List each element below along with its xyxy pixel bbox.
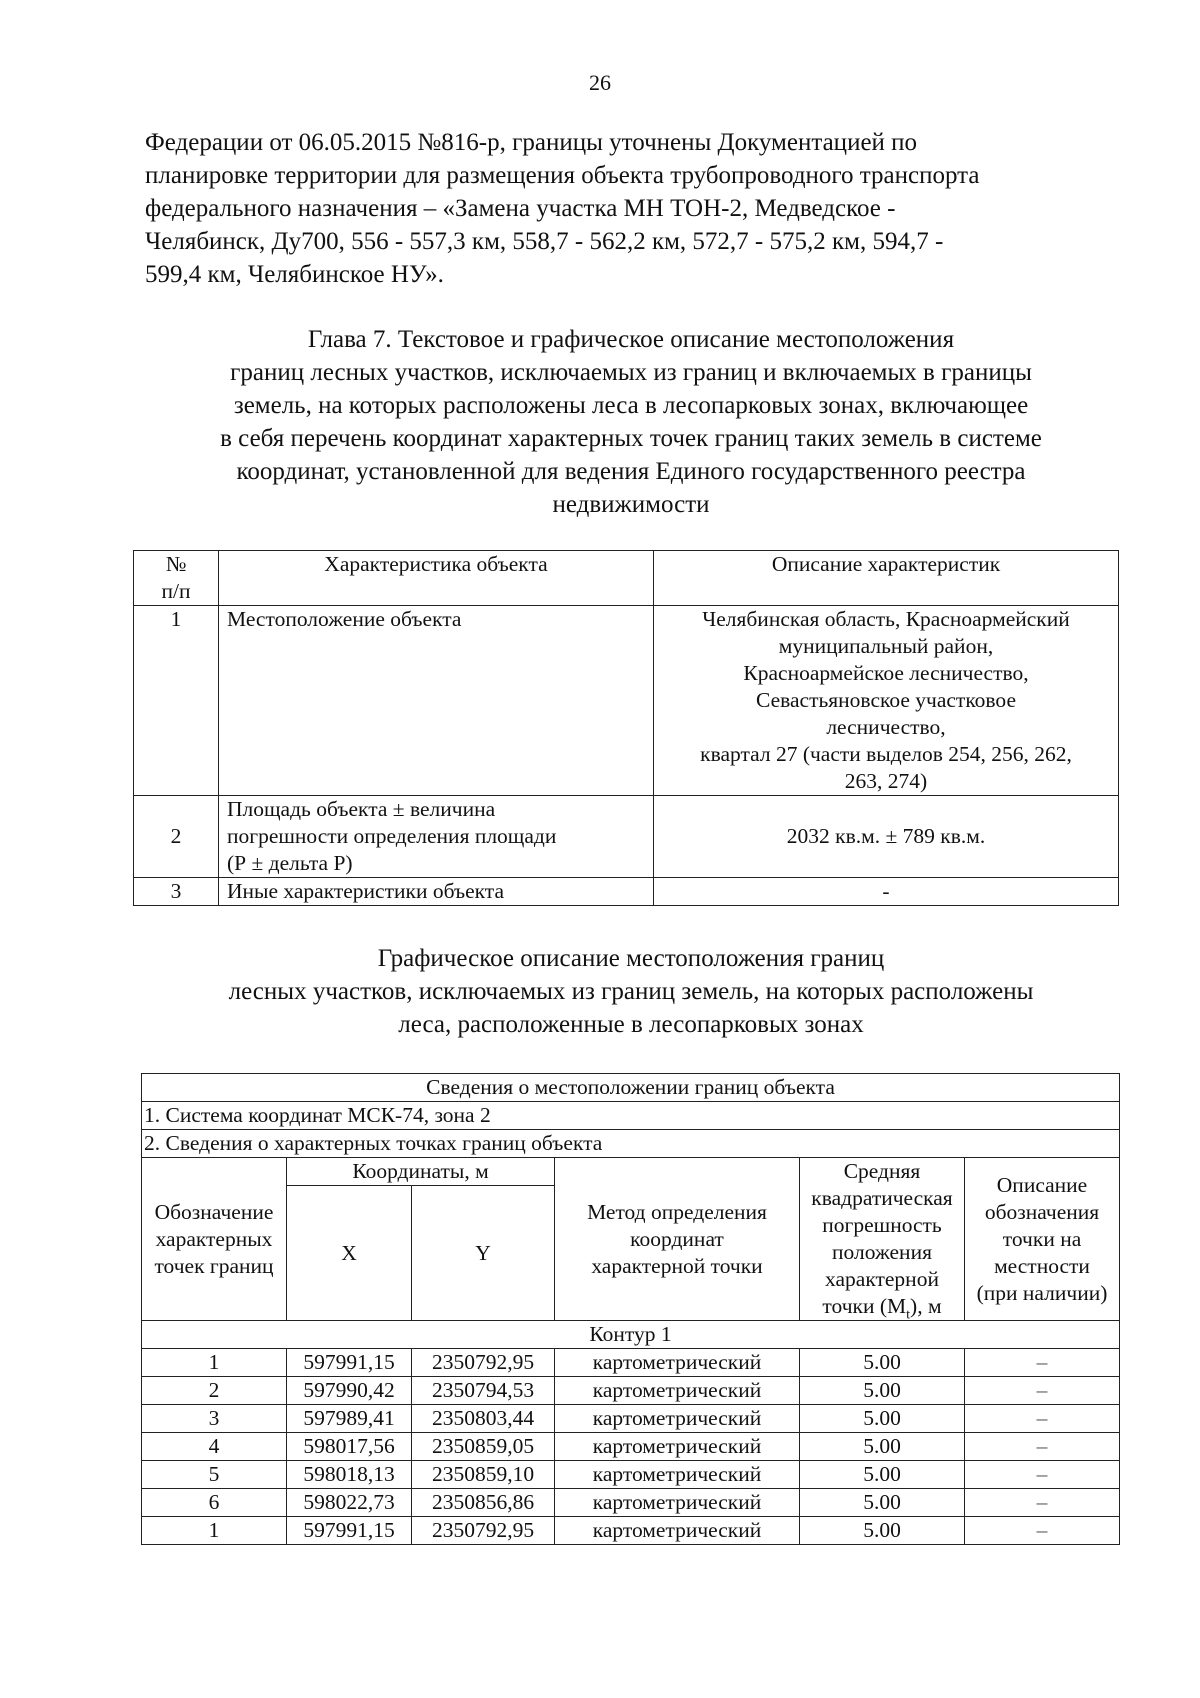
y-cell: 2350792,95	[412, 1349, 555, 1377]
contour-row	[142, 1321, 1120, 1349]
point-cell: 1	[142, 1349, 287, 1377]
error-cell: 5.00	[800, 1349, 965, 1377]
method-cell: картометрический	[555, 1405, 800, 1433]
table-title: Сведения о местоположении границ объекта	[142, 1074, 1120, 1102]
description-cell: –	[965, 1517, 1120, 1545]
header-line: (при наличии)	[976, 1280, 1108, 1305]
coordinates-table	[141, 1073, 1120, 1545]
coordinate-rows	[142, 1349, 1120, 1545]
header-line-part: ), м	[910, 1294, 942, 1318]
header-method	[555, 1158, 800, 1321]
table-header-row	[142, 1158, 1120, 1186]
point-cell: 5	[142, 1461, 287, 1489]
header-location	[965, 1158, 1120, 1321]
header-line: положения	[832, 1240, 932, 1264]
header-y: Y	[412, 1186, 555, 1321]
method-cell: картометрический	[555, 1517, 800, 1545]
y-cell: 2350856,86	[412, 1489, 555, 1517]
graphic-heading-line: леса, расположенные в лесопарковых зонах	[398, 1011, 864, 1038]
header-num-line: п/п	[161, 579, 191, 603]
x-cell: 598022,73	[287, 1489, 412, 1517]
intro-line: 599,4 км, Челябинское НУ».	[145, 261, 444, 288]
points-heading: 2. Сведения о характерных точках границ объекта	[142, 1130, 1120, 1158]
header-coordinates: Координаты, м	[287, 1158, 555, 1186]
chapter-heading-line: в себя перечень координат характерных точек границ таких земель в системе	[220, 425, 1042, 452]
header-line: характерной точки	[591, 1253, 763, 1278]
characteristic-line: (Р ± дельта Р)	[227, 851, 353, 875]
table-row	[142, 1349, 1120, 1377]
header-line-part: точки (M	[822, 1294, 907, 1318]
table-title-row	[142, 1074, 1120, 1102]
error-cell: 5.00	[800, 1517, 965, 1545]
method-cell: картометрический	[555, 1489, 800, 1517]
header-line: точек границ	[154, 1253, 274, 1278]
characteristic-line: Площадь объекта ± величина	[227, 797, 496, 821]
row-characteristic: Местоположение объекта	[219, 606, 654, 796]
graphic-heading	[145, 942, 1117, 1041]
description-line: Севастьяновское участковое	[755, 688, 1016, 712]
error-cell: 5.00	[800, 1433, 965, 1461]
header-line: точки на	[1002, 1226, 1082, 1251]
row-num: 2	[134, 796, 219, 878]
x-cell: 598018,13	[287, 1461, 412, 1489]
x-cell: 597991,15	[287, 1349, 412, 1377]
header-designation	[142, 1158, 287, 1321]
characteristic-line: погрешности определения площади	[227, 824, 557, 848]
header-line	[800, 1293, 964, 1323]
table-row	[142, 1405, 1120, 1433]
table-row	[134, 796, 1119, 878]
chapter-heading-line: земель, на которых расположены леса в лесопарковых зонах, включающее	[233, 392, 1029, 419]
header-line: координат	[630, 1226, 724, 1251]
error-cell: 5.00	[800, 1405, 965, 1433]
header-line: Метод определения	[587, 1199, 767, 1224]
description-cell: –	[965, 1433, 1120, 1461]
header-line: Обозначение	[154, 1199, 274, 1224]
row-description: -	[654, 878, 1119, 906]
header-subscript: t	[906, 1307, 911, 1323]
table-header-row	[134, 551, 1119, 606]
row-characteristic: Иные характеристики объекта	[219, 878, 654, 906]
intro-line: планировке территории для размещения объекта трубопроводного транспорта	[145, 162, 980, 189]
y-cell: 2350803,44	[412, 1405, 555, 1433]
point-cell: 4	[142, 1433, 287, 1461]
header-x: X	[287, 1186, 412, 1321]
table-row	[134, 606, 1119, 796]
header-line: обозначения	[984, 1199, 1100, 1224]
description-cell: –	[965, 1349, 1120, 1377]
table-row	[142, 1489, 1120, 1517]
description-line: муниципальный район,	[778, 634, 994, 658]
y-cell: 2350792,95	[412, 1517, 555, 1545]
header-line: характерных	[155, 1226, 273, 1251]
method-cell: картометрический	[555, 1377, 800, 1405]
description-line: квартал 27 (части выделов 254, 256, 262,	[700, 742, 1072, 766]
chapter-heading	[145, 323, 1117, 521]
description-line: лесничество,	[826, 715, 946, 739]
table-row	[142, 1517, 1120, 1545]
header-line: Описание	[996, 1172, 1088, 1197]
x-cell: 597991,15	[287, 1517, 412, 1545]
header-line: погрешность	[822, 1213, 942, 1237]
intro-line: федерального назначения – «Замена участка МН ТОН-2, Медведское -	[145, 195, 896, 222]
header-characteristic: Характеристика объекта	[219, 551, 654, 606]
error-cell: 5.00	[800, 1461, 965, 1489]
header-description: Описание характеристик	[654, 551, 1119, 606]
intro-line: Челябинск, Ду700, 556 - 557,3 км, 558,7 - 562,2 км, 572,7 - 575,2 км, 594,7 -	[145, 228, 944, 255]
point-cell: 3	[142, 1405, 287, 1433]
row-description	[654, 606, 1119, 796]
header-line: Средняя	[843, 1159, 921, 1183]
point-cell: 2	[142, 1377, 287, 1405]
description-cell: –	[965, 1405, 1120, 1433]
chapter-heading-line: Глава 7. Текстовое и графическое описание местоположения	[307, 326, 955, 353]
x-cell: 597989,41	[287, 1405, 412, 1433]
description-cell: –	[965, 1377, 1120, 1405]
row-num: 3	[134, 878, 219, 906]
row-num: 1	[134, 606, 219, 796]
chapter-heading-line: недвижимости	[552, 491, 710, 518]
error-cell: 5.00	[800, 1489, 965, 1517]
table-row	[142, 1377, 1120, 1405]
contour-label: Контур 1	[142, 1321, 1120, 1349]
description-line: Челябинская область, Красноармейский	[702, 607, 1070, 631]
row-description: 2032 кв.м. ± 789 кв.м.	[654, 796, 1119, 878]
intro-line: Федерации от 06.05.2015 №816-р, границы уточнены Документацией по	[145, 129, 918, 156]
header-line: характерной	[825, 1267, 939, 1291]
graphic-heading-line: лесных участков, исключаемых из границ земель, на которых расположены	[228, 978, 1034, 1005]
x-cell: 597990,42	[287, 1377, 412, 1405]
header-num	[134, 551, 219, 606]
chapter-heading-line: координат, установленной для ведения Единого государственного реестра	[236, 458, 1026, 485]
description-line: 263, 274)	[844, 769, 928, 793]
row-characteristic	[219, 796, 654, 878]
header-error	[800, 1158, 965, 1321]
description-line: Красноармейское лесничество,	[743, 661, 1029, 685]
coordinate-system: 1. Система координат МСК-74, зона 2	[142, 1102, 1120, 1130]
header-line: местности	[994, 1253, 1090, 1278]
points-heading-row	[142, 1130, 1120, 1158]
y-cell: 2350859,10	[412, 1461, 555, 1489]
description-cell: –	[965, 1461, 1120, 1489]
y-cell: 2350859,05	[412, 1433, 555, 1461]
page-number: 26	[589, 70, 611, 95]
point-cell: 1	[142, 1517, 287, 1545]
header-line: квадратическая	[811, 1186, 953, 1210]
chapter-heading-line: границ лесных участков, исключаемых из границ и включаемых в границы	[230, 359, 1032, 386]
characteristics-table	[133, 550, 1119, 906]
header-num-line: №	[165, 552, 187, 576]
coordinate-system-row	[142, 1102, 1120, 1130]
point-cell: 6	[142, 1489, 287, 1517]
x-cell: 598017,56	[287, 1433, 412, 1461]
table-row	[134, 878, 1119, 906]
error-cell: 5.00	[800, 1377, 965, 1405]
description-cell: –	[965, 1489, 1120, 1517]
method-cell: картометрический	[555, 1349, 800, 1377]
method-cell: картометрический	[555, 1433, 800, 1461]
y-cell: 2350794,53	[412, 1377, 555, 1405]
method-cell: картометрический	[555, 1461, 800, 1489]
graphic-heading-line: Графическое описание местоположения границ	[377, 945, 885, 972]
intro-paragraph	[145, 126, 1117, 291]
table-row	[142, 1433, 1120, 1461]
table-row	[142, 1461, 1120, 1489]
